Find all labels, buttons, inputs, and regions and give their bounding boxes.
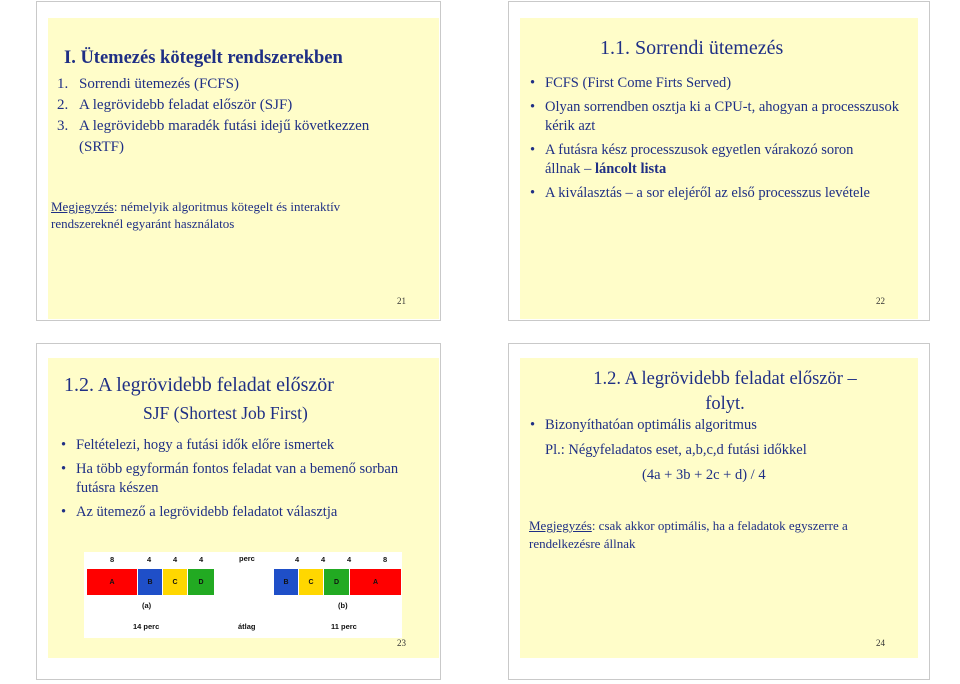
slide-24-formula: (4a + 3b + 2c + d) / 4 [642, 467, 766, 483]
list-item [57, 116, 409, 158]
slide-24 [520, 358, 918, 658]
slide-24-title-line1: 1.2. A legrövidebb feladat először – [593, 369, 857, 389]
time-label: 4 [321, 555, 326, 564]
time-label: 8 [383, 555, 388, 564]
note-label: Megjegyzés [51, 199, 114, 214]
job-cell-a: A [350, 569, 401, 595]
time-label: 4 [295, 555, 300, 564]
sjf-gantt-figure [84, 552, 402, 638]
list-item-number: 1. [57, 76, 69, 92]
time-label: 8 [110, 555, 115, 564]
slide-21-title: I. Ütemezés kötegelt rendszerekben [64, 48, 343, 68]
slide-23-bullets [61, 436, 411, 522]
slide-24-note [529, 517, 914, 553]
time-label: 4 [147, 555, 152, 564]
note-text: : csak akkor optimális, ha a feladatok egyszerre a rendelkezésre állnak [529, 518, 848, 551]
bullet-item: • Ha több egyformán fontos feladat van a bemenő sorban futásra készen [61, 460, 421, 498]
time-label: 4 [199, 555, 204, 564]
bullet-item: • A futásra kész processzusok egyetlen várakozó soron állnak – láncolt lista [530, 141, 875, 179]
slide-23-title: 1.2. A legrövidebb feladat először [64, 374, 334, 396]
average-label: átlag [238, 622, 256, 631]
note-label: Megjegyzés [529, 518, 592, 533]
bullet-item: • FCFS (First Come Firts Served) [530, 74, 900, 93]
note-text: : némelyik algoritmus kötegelt és interaktív rendszereknél egyaránt használatos [51, 199, 341, 231]
job-cell-d: D [324, 569, 350, 595]
page-number: 22 [876, 296, 885, 306]
gantt-bar-b [274, 569, 401, 595]
perc-label: perc [239, 554, 255, 563]
caption-b: (b) [338, 601, 348, 610]
slide-24-title [550, 366, 900, 417]
slide-22-bullets [530, 74, 900, 203]
slide-24-example: Pl.: Négyfeladatos eset, a,b,c,d futási időkkel [545, 442, 807, 458]
average-b: 11 perc [331, 622, 357, 631]
slide-24-title-line2: folyt. [705, 394, 745, 414]
average-a: 14 perc [133, 622, 160, 631]
list-item-number: 3. [57, 118, 69, 134]
job-cell-d: D [188, 569, 214, 595]
time-label: 4 [173, 555, 178, 564]
list-item-number: 2. [57, 97, 69, 113]
slide-22 [520, 18, 918, 319]
job-cell-b: B [274, 569, 299, 595]
job-cell-c: C [163, 569, 188, 595]
slide-21 [48, 18, 439, 319]
time-label: 4 [347, 555, 352, 564]
caption-a: (a) [142, 601, 152, 610]
job-cell-c: C [299, 569, 324, 595]
linked-list-term: láncolt lista [594, 161, 667, 177]
bullet-item: • Az ütemező a legrövidebb feladatot választja [61, 503, 411, 522]
page-number: 24 [876, 638, 885, 648]
list-item [57, 95, 427, 116]
bullet-item: • Olyan sorrendben osztja ki a CPU-t, ahogyan a processzusok kérik azt [530, 98, 900, 136]
slide-21-note [51, 198, 401, 232]
gantt-bar-a [87, 569, 214, 595]
list-item-text: Sorrendi ütemezés (FCFS) [79, 76, 239, 92]
bullet-item: • A kiválasztás – a sor elejéről az első processzus levétele [530, 184, 900, 203]
list-item [57, 74, 427, 95]
slide-21-list [57, 74, 427, 158]
slide-22-title: 1.1. Sorrendi ütemezés [600, 37, 784, 59]
bullet-item: • Feltételezi, hogy a futási idők előre ismertek [61, 436, 411, 455]
list-item-text: A legrövidebb maradék futási idejű következzen (SRTF) [79, 118, 370, 155]
slide-23 [48, 358, 439, 658]
page-number: 21 [397, 296, 406, 306]
job-cell-b: B [138, 569, 163, 595]
bullet-item: • Bizonyíthatóan optimális algoritmus [530, 416, 900, 435]
slide-24-bullets [530, 416, 900, 435]
list-item-text: A legrövidebb feladat először (SJF) [79, 97, 293, 113]
slide-23-subtitle: SJF (Shortest Job First) [143, 403, 308, 423]
job-cell-a: A [87, 569, 138, 595]
page-number: 23 [397, 638, 406, 648]
